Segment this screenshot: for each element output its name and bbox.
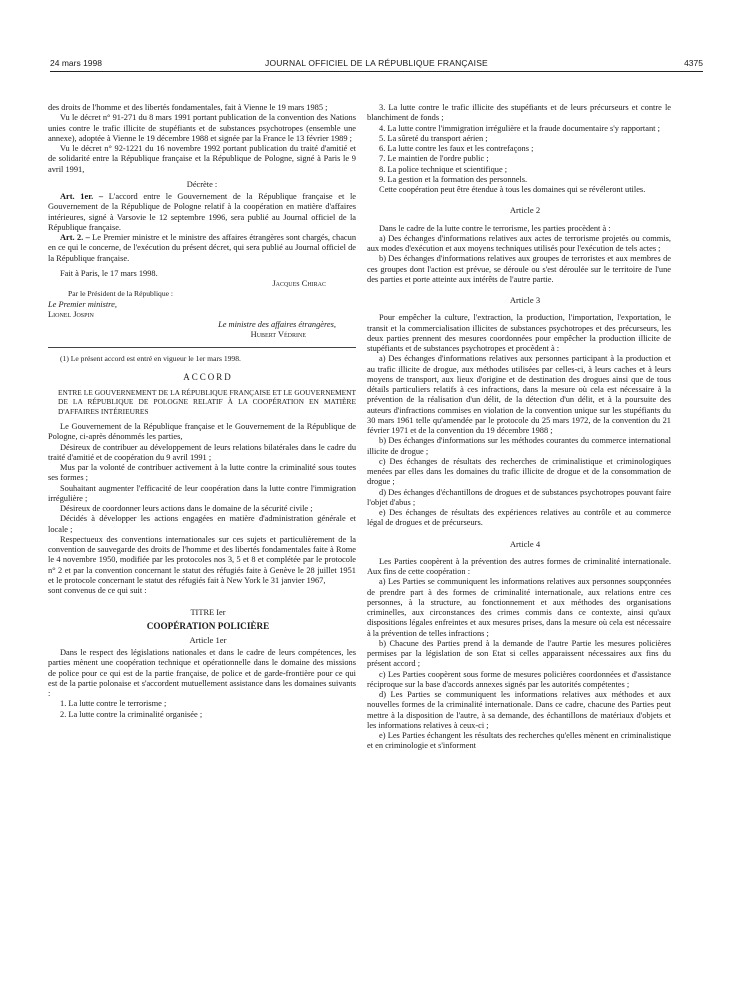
list-item: a) Des échanges d'informations relatives aux personnes participant à la production et au trafic illicite de drogue, aux méthodes utilisées par celles-ci, à leurs caches et à leurs moyens de transport, aux lieux d'origine et de destination des drogues ainsi que de tous détails particuliers relatifs à ces infractions, dans la mesure où cela est nécessaire à la prévention de la réalisation d'un délit, de la détection d'un délit, et à la poursuite des auteurs d'infractions commises en violation de la convention unique sur les stupéfiants du 30 mars 1961 telle qu'amendée par le protocole du 25 mars 1972, de la convention du 21 février 1971 et de la convention du 19 décembre 1988 ; (367, 354, 671, 435)
right-column (367, 103, 671, 752)
article-1-decree (48, 192, 356, 233)
list-item: a) Des échanges d'informations relatives aux actes de terrorisme projetés ou commis, aux modes d'exécution et aux moyens techniques utilisés pour l'exécution de tels actes ; (367, 233, 671, 253)
paragraph: Les Parties coopèrent à la prévention des autres formes de criminalité internationale. Aux fins de cette coopération : (367, 556, 671, 576)
header-rule (50, 71, 703, 72)
paragraph: Vu le décret n° 92-1221 du 16 novembre 1992 portant publication du traité d'amitié et de solidarité entre la République française et la République de Pologne, signé à Paris le 9 avril 1991, (48, 144, 356, 174)
paragraph: Cette coopération peut être étendue à tous les domaines qui se révéleront utiles. (379, 185, 646, 194)
pm-title: Le Premier ministre, (48, 299, 117, 309)
paragraph: Dans le respect des législations nationales et dans le cadre de leurs compétences, les parties mènent une coopération technique et opérationnelle dans le domaine des missions de police pour ce qui est de la partie française, de police et de garde-frontière pour ce qui est de la partie polonaise et s'accordent mutuellement assistance dans les domaines suivants : (48, 648, 356, 699)
list-item: e) Des échanges de résultats des expériences relatives au contrôle et au commerce légal de drogues et de précurseurs. (367, 508, 671, 528)
mae-title: Le ministre des affaires étrangères, (218, 320, 336, 329)
list-item: b) Chacune des Parties prend à la demande de l'autre Partie les mesures policières permises par la législation de son Etat si celles apparaissent nécessaires aux fins du présent accord ; (367, 638, 671, 669)
footnote: (1) Le présent accord est entré en vigueur le 1er mars 1998. (60, 353, 241, 363)
article-heading: Article 3 (509, 295, 541, 305)
header-journal-title: JOURNAL OFFICIEL DE LA RÉPUBLIQUE FRANÇAISE (265, 58, 488, 68)
article-heading: Article 4 (509, 538, 541, 549)
list-item: 6. La lutte contre les faux et les contrefaçons ; (379, 144, 534, 153)
paragraph: Mus par la volonté de contribuer activement à la lutte contre la criminalité sous toutes ses formes ; (48, 463, 356, 483)
list-item: b) Des échanges d'informations relatives aux groupes de terroristes et aux membres de ces groupes dont l'action est prévue, se déroule ou s'est déroulée sur le territoire de l'une des parties et porte atteinte aux intérêts de l'autre partie. (367, 254, 671, 284)
par-president: Par le Président de la République : (68, 289, 174, 299)
list-item: 3. La lutte contre le trafic illicite des stupéfiants et de leurs précurseurs et contre le blanchiment de fonds ; (367, 103, 671, 123)
list-item: b) Des échanges d'informations sur les méthodes courantes du commerce international illicite de drogue ; (367, 436, 671, 456)
paragraph: Dans le cadre de la lutte contre le terrorisme, les parties procèdent à : (379, 223, 611, 233)
paragraph: Désireux de coordonner leurs actions dans le domaine de la sécurité civile ; (60, 504, 313, 514)
cooperation-heading: COOPÉRATION POLICIÈRE (146, 620, 270, 631)
article-text: L'accord entre le Gouvernement de la République française et le Gouvernement de la République de Pologne relatif à la coopération en matière d'affaires intérieures, signé à Varsovie le 12 septembre 1996, sera publié au Journal officiel de la République française. (48, 192, 357, 232)
list-item: 7. Le maintien de l'ordre public ; (379, 154, 489, 164)
page-header (50, 58, 703, 72)
decrete-heading: Décrète : (186, 179, 218, 189)
list-item: e) Les Parties échangent les résultats des recherches qu'elles mènent en criminalistique et en criminologie et s'informent (367, 731, 671, 751)
paragraph: Décidés à développer les actions engagées en matière d'administration générale et locale ; (48, 514, 356, 534)
list-item: 1. La lutte contre le terrorisme ; (60, 699, 167, 709)
article-heading: Article 1er (189, 634, 227, 645)
list-item: 9. La gestion et la formation des personnels. (379, 174, 528, 184)
accord-heading: ACCORD (183, 371, 233, 382)
list-item: 4. La lutte contre l'immigration irrégulière et la fraude documentaire s'y rapportant ; (379, 123, 660, 133)
accord-title: ENTRE LE GOUVERNEMENT DE LA RÉPUBLIQUE FRANÇAISE ET LE GOUVERNEMENT DE LA RÉPUBLIQUE DE POLOGNE RELATIF À LA COOPÉRATION EN MATIÈRE D'AFFAIRES INTÉRIEURES (58, 388, 356, 416)
list-item: a) Les Parties se communiquent les informations relatives aux personnes soupçonnées de prendre part à des formes de criminalité internationale, aux relations entre ces personnes, à la structure, au fonctionnement et aux méthodes des organisations criminelles, aux circonstances des crimes commis dans ce contexte, ainsi qu'aux dispositions légales enfreintes et aux mesures prises, dans la mesure où cela est nécessaire à la prévention de telles infractions ; (367, 577, 671, 638)
divider (48, 347, 356, 348)
paragraph: des droits de l'homme et des libertés fondamentales, fait à Vienne le 19 mars 1985 ; (48, 103, 328, 112)
fait-line: Fait à Paris, le 17 mars 1998. (60, 268, 158, 278)
list-item: c) Les Parties coopèrent sous forme de mesures policières coordonnées et d'assistance réciproque sur la base d'accords annexes signés par les autorités compétentes ; (367, 669, 671, 689)
article-text: Le Premier ministre et le ministre des affaires étrangères sont chargés, chacun en ce qui le concerne, de l'exécution du présent décret, qui sera publié au Journal officiel de la République française. (48, 233, 357, 263)
list-item: 2. La lutte contre la criminalité organisée ; (60, 709, 203, 719)
paragraph: Pour empêcher la culture, l'extraction, la production, l'importation, l'exportation, le transit et la commercialisation illicites de substances psychotropes et des précurseurs, les deux parties prennent des mesures coordonnées pour empêcher la production illicite de stupéfiants et de substances psychotropes et procèdent à : (367, 313, 671, 353)
header-page-number: 4375 (684, 58, 703, 68)
paragraph: Respectueux des conventions internationales sur ces sujets et particulièrement de la convention de sauvegarde des droits de l'homme et des libertés fondamentales faite à Rome le 4 novembre 1950, modifiée par les protocoles nos 3, 5 et 8 et complétée par le protocole n° 2 et par la convention concernant le statut des réfugiés faite à Genève le 28 juillet 1951 et le protocole concernant le statut des réfugiés fait à New York le 31 janvier 1967, (48, 534, 356, 585)
article-2-decree (48, 233, 356, 264)
pm-name: Lionel Jospin (48, 309, 94, 319)
article-label: Art. 2. – (60, 233, 90, 242)
list-item: 8. La police technique et scientifique ; (379, 164, 508, 174)
list-item: 5. La sûreté du transport aérien ; (379, 133, 488, 143)
header-date: 24 mars 1998 (50, 58, 102, 68)
list-item: d) Les Parties se communiquent les informations relatives aux méthodes et aux nouvelles formes de la criminalité internationale. Dans ce cadre, chacune des Parties peut mettre à la disposition de l'autre, à sa demande, des échantillons de matériaux d'objets et les informations relatives à ceux-ci ; (367, 690, 671, 730)
titre-heading: TITRE Ier (190, 608, 226, 618)
list-item: c) Des échanges de résultats des recherches de criminalistique et criminologiques menées par elles dans les domaines du trafic illicite de drogue et de la consommation de drogue ; (367, 456, 671, 487)
paragraph: Souhaitant augmenter l'efficacité de leur coopération dans la lutte contre l'immigration irrégulière ; (48, 483, 356, 503)
paragraph: Désireux de contribuer au développement de leurs relations bilatérales dans le cadre du traité d'amitié et de coopération du 9 avril 1991 ; (48, 442, 356, 462)
mae-name: Hubert Védrine (250, 330, 306, 340)
article-heading: Article 2 (509, 205, 541, 216)
paragraph: Vu le décret n° 91-271 du 8 mars 1991 portant publication de la convention des Nations unies contre le trafic illicite de stupéfiants et de substances psychotropes (ensemble une annexe), adoptée à Vienne le 19 décembre 1988 et signée par la France le 13 février 1989 ; (48, 113, 356, 143)
paragraph: sont convenus de ce qui suit : (48, 586, 147, 596)
article-label: Art. 1er. – (60, 192, 104, 201)
signature-president: Jacques Chirac (272, 279, 326, 288)
paragraph: Le Gouvernement de la République française et le Gouvernement de la République de Pologne, ci-après dénommés les parties, (48, 422, 356, 442)
list-item: d) Des échanges d'échantillons de drogues et de substances psychotropes pouvant faire l'objet d'abus ; (367, 487, 671, 507)
left-column (48, 103, 356, 720)
